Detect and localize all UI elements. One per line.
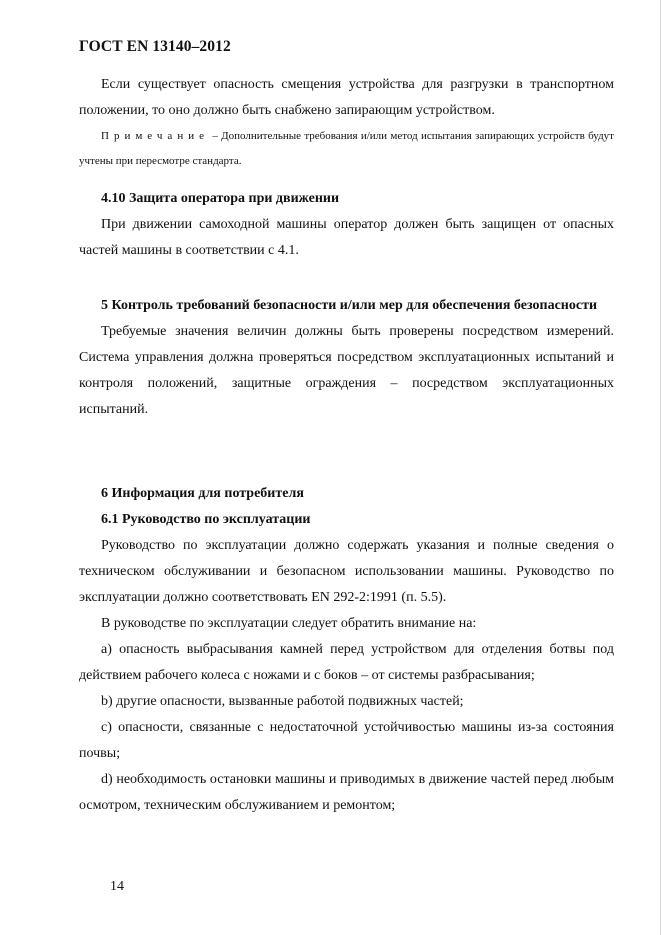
page-header: ГОСТ EN 13140–2012 [79, 38, 231, 55]
list-item-d: d) необходимость остановки машины и приводимых в движение частей перед любым осмотром, техническим обслуживанием и ремонтом; [79, 772, 614, 813]
note-label: Примечание [101, 130, 209, 142]
list-item-b: b) другие опасности, вызванные работой подвижных частей; [101, 694, 464, 709]
paragraph-6-1: Руководство по эксплуатации должно содержать указания и полные сведения о техническом обслуживании и безопасном использовании машины. Руководство по эксплуатации должно соответствовать EN 292-2:1991 (п. 5.5). [79, 538, 614, 605]
paragraph-5: Требуемые значения величин должны быть проверены посредством измерений. Система управления должна проверяться посредством эксплуатационных испытаний и контроля положений, защитные ограждения – посредством эксплуатационных испытаний. [79, 324, 614, 417]
heading-6-1: 6.1 Руководство по эксплуатации [101, 512, 311, 527]
paragraph-text: Если существует опасность смещения устройства для разгрузки в транспортном положении, то оно должно быть снабжено запирающим устройством. [79, 77, 614, 118]
list-item-a: a) опасность выбрасывания камней перед устройством для отделения ботвы под действием рабочего колеса с ножами и с боков – от системы разбрасывания; [79, 642, 614, 683]
paragraph-transport [79, 72, 614, 124]
heading-5: 5 Контроль требований безопасности и/или мер для обеспечения безопасности [101, 298, 598, 313]
section-6 [79, 481, 614, 819]
paragraph-4-10: При движении самоходной машины оператор должен быть защищен от опасных частей машины в соответствии с 4.1. [79, 217, 614, 258]
heading-6: 6 Информация для потребителя [101, 486, 304, 501]
page-number: 14 [110, 879, 124, 894]
section-5 [79, 293, 614, 423]
section-4-10 [79, 186, 614, 264]
heading-4-10: 4.10 Защита оператора при движении [101, 191, 340, 206]
list-item-c: c) опасности, связанные с недостаточной устойчивостью машины из-за состояния почвы; [79, 720, 614, 761]
note [79, 124, 614, 174]
paragraph-6-1-intro: В руководстве по эксплуатации следует обратить внимание на: [101, 616, 477, 631]
note-text: – Дополнительные требования и/или метод испытания запирающих устройств будут учтены при пересмотре стандарта. [79, 130, 614, 167]
